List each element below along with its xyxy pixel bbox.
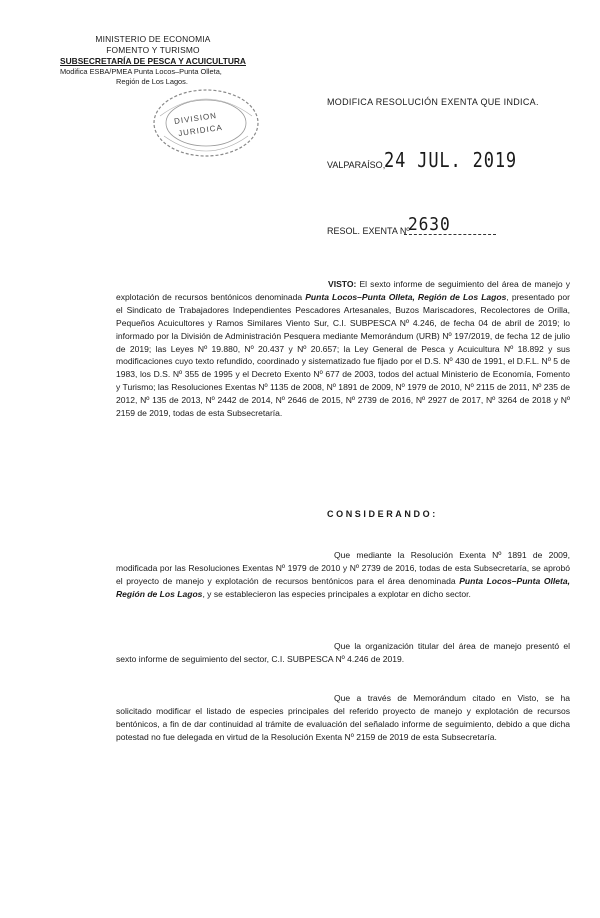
reference-line-1: Modifica ESBA/PMEA Punta Locos–Punta Olleta, xyxy=(60,67,222,76)
document-date: 24 JUL. 2019 xyxy=(384,148,518,172)
considerando-paragraph-2: Que la organización titular del área de manejo presentó el sexto informe de seguimiento del sector, C.I. SUBPESCA Nº 4.246 de 2019. xyxy=(116,641,570,664)
c1-text-a: Que mediante la Resolución Exenta Nº 1891 de 2009, modificada por las Resoluciones Exentas Nº 1979 de 2010 y Nº 2739 de 2016, todas de esta Subsecretaría, se aprobó el proyecto de manejo y explotación de recursos bentónicos para el área denominada xyxy=(116,550,570,586)
ministry-subname: FOMENTO Y TURISMO xyxy=(106,45,200,55)
considerando-heading: CONSIDERANDO: xyxy=(327,509,438,519)
document-subject: MODIFICA RESOLUCIÓN EXENTA QUE INDICA. xyxy=(327,97,539,107)
visto-text-b: , presentado por el Sindicato de Trabajadores Independientes Pescadores Artesanales, Buzos Mariscadores, Recolectores de Orilla, Pequeños Acuicultores y Ramos Similares Viento Sur, C.I. SUBPESCA Nº 4.246, de fecha 04 de abril de 2019; lo informado por la División de Administración Pesquera mediante Memorándum (URB) Nº 197/2019, de fecha 12 de julio de 2019; las Leyes Nº 19.880, Nº 20.437 y Nº 20.657; la Ley General de Pesca y Acuicultura Nº 18.892 y sus modificaciones cuyo texto refundido, coordinado y sistematizado fue fijado por el D.S. Nº 430 de 1991, el D.F.L. Nº 5 de 1983, los D.S. Nº 355 de 1995 y el Decreto Exento Nº 677 de 2003, todos del actual Ministerio de Economía, Fomento y Turismo; las Resoluciones Exentas Nº 1135 de 2008, Nº 1891 de 2009, Nº 1979 de 2010, Nº 2115 de 2011, Nº 235 de 2012, Nº 135 de 2013, Nº 2442 de 2014, Nº 2646 de 2015, Nº 2739 de 2016, Nº 2927 de 2017, Nº 3264 de 2018 y Nº 2159 de 2019, todas de esta Subsecretaría. xyxy=(116,291,571,419)
resolution-number: 2630 xyxy=(408,214,451,235)
visto-paragraph xyxy=(116,278,570,420)
resolution-label: RESOL. EXENTA Nº xyxy=(327,226,410,236)
visto-label: VISTO: xyxy=(328,279,357,289)
considerando-paragraph-1 xyxy=(116,549,570,601)
seal-icon xyxy=(150,86,262,160)
visto-text-a: El sexto informe de seguimiento del área de manejo y explotación de recursos bentónicos denominada xyxy=(116,279,570,302)
seal-text-bottom: JURIDICA xyxy=(177,122,224,139)
considerando-paragraph-3: Que a través de Memorándum citado en Visto, se ha solicitado modificar el listado de especies principales del referido proyecto de manejo y explotación de recursos bentónicos, a fin de dar continuidad al trámite de evaluación del señalado informe de seguimiento, debido a que dicha potestad no fue delegada en virtud de la Resolución Exenta Nº 2159 de 2019 de esta Subsecretaría. xyxy=(116,693,570,742)
c1-area-name: Punta Locos–Punta Olleta, Región de Los Lagos xyxy=(116,575,570,599)
reference-line-2: Región de Los Lagos. xyxy=(116,77,188,86)
letterhead xyxy=(58,34,248,87)
seal-text-top: DIVISION xyxy=(173,111,218,126)
visto-area-name: Punta Locos–Punta Olleta, Región de Los Lagos xyxy=(305,291,507,302)
place-label: VALPARAÍSO, xyxy=(327,160,386,170)
c1-text-b: , y se establecieron las especies principales a explotar en dicho sector. xyxy=(202,588,471,599)
undersecretariat-name: SUBSECRETARÍA DE PESCA Y ACUICULTURA xyxy=(60,56,246,66)
ministry-name: MINISTERIO DE ECONOMIA xyxy=(95,34,211,44)
official-seal-stamp xyxy=(150,86,262,160)
